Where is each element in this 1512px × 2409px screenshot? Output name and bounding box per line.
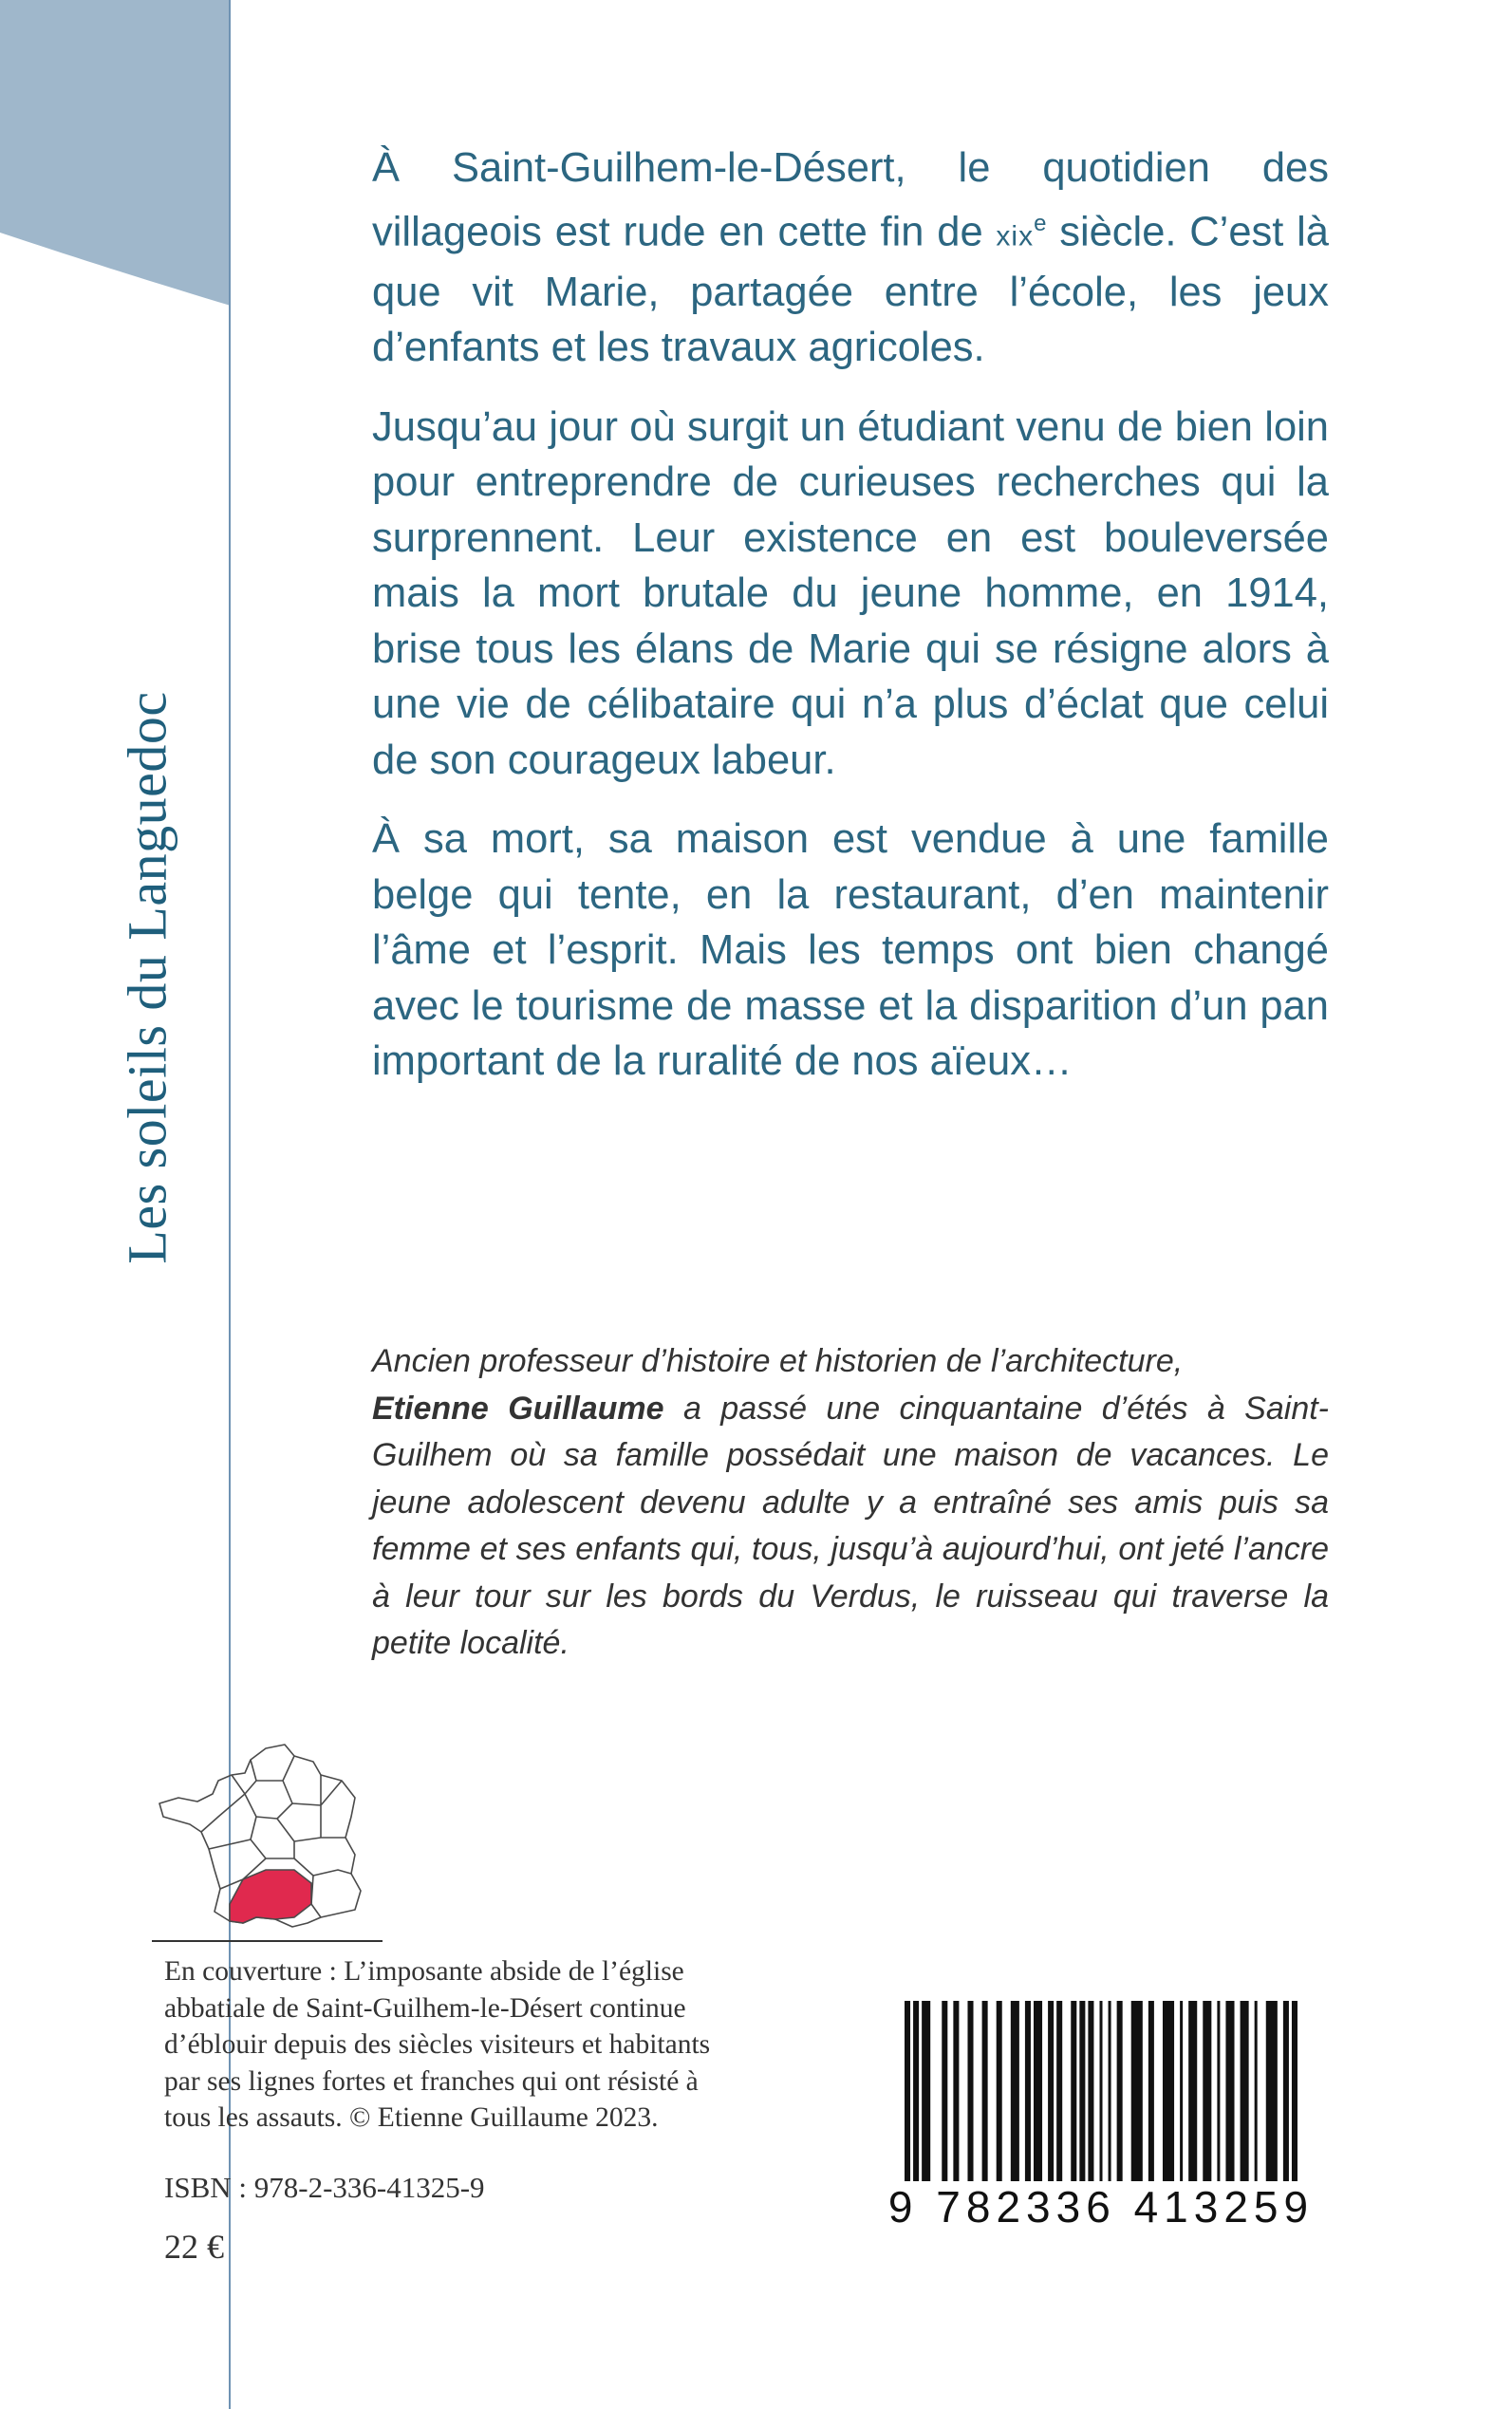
caption-rule — [152, 1940, 383, 1942]
barcode-bar — [953, 2001, 959, 2181]
author-bio — [372, 1338, 1329, 1668]
spine-blue-path — [0, 0, 231, 306]
france-regions-map-icon — [152, 1737, 370, 1955]
barcode-bar — [1217, 2001, 1220, 2181]
barcode-bar — [1088, 2001, 1093, 2181]
barcode-bar — [1225, 2001, 1234, 2181]
map-occitanie-region — [230, 1870, 311, 1923]
isbn-text: ISBN : 978-2-336-41325-9 — [164, 2171, 485, 2204]
barcode-bar — [1079, 2001, 1085, 2181]
series-title: Les soleils du Languedoc — [116, 691, 178, 1264]
barcode-bar — [1131, 2001, 1143, 2181]
barcode-digits: 9 782336 413259 — [887, 2182, 1315, 2232]
barcode-bar — [1011, 2001, 1019, 2181]
barcode-bar — [913, 2001, 919, 2181]
barcode-bar — [1188, 2001, 1197, 2181]
blurb-paragraph-1 — [372, 140, 1329, 376]
blurb-p1-end: siècle. C’est là que vit Marie, partagée entre l’école, les jeux d’enfants et les travaux agricoles. — [372, 209, 1329, 370]
barcode-bar — [1292, 2001, 1297, 2181]
blurb-century: xix — [996, 220, 1035, 252]
barcode-bar — [1255, 2001, 1258, 2181]
price-text: 22 € — [164, 2228, 224, 2266]
barcode-bar — [1203, 2001, 1211, 2181]
barcode-bar — [942, 2001, 947, 2181]
barcode-bar — [997, 2001, 1002, 2181]
barcode-bar — [1099, 2001, 1102, 2181]
blurb-paragraph-3: À sa mort, sa maison est vendue à une famille belge qui tente, en la restaurant, d’en maintenir l’âme et l’esprit. Mais les temps ont bien changé avec le tourisme de masse et la disparition d’un pan important de la ruralité de nos aïeux… — [372, 816, 1329, 1084]
barcode-bar — [1163, 2001, 1174, 2181]
author-bio-rest: a passé une cinquantaine d’étés à Saint-Guilhem où sa famille possédait une maison de vacances. Le jeune adolescent devenu adulte y a entraîné ses amis puis sa femme et ses enfants qui, tous, jusqu’à aujourd’hui, ont jeté l’ancre à leur tour sur les bords du Verdus, le ruisseau qui traverse la petite localité. — [372, 1390, 1329, 1661]
barcode-bar — [1180, 2001, 1183, 2181]
author-bio-intro: Ancien professeur d’histoire et historien de l’architecture, — [372, 1343, 1184, 1379]
barcode-bar — [1071, 2001, 1076, 2181]
barcode-bar — [1148, 2001, 1154, 2181]
barcode-bar — [1056, 2001, 1062, 2181]
ean13-barcode-icon — [887, 1993, 1315, 2278]
author-name: Etienne Guillaume — [372, 1390, 664, 1427]
barcode-bar — [905, 2001, 910, 2181]
barcode-bar — [1025, 2001, 1031, 2181]
blurb-p1-start: À Saint-Guilhem-le-Désert, le quotidien des villageois est rude en cette fin de — [372, 145, 1329, 254]
blurb-century-sup: e — [1034, 210, 1047, 236]
barcode-bar — [1241, 2001, 1249, 2181]
back-cover-blurb — [372, 140, 1329, 1113]
barcode-bar — [982, 2001, 988, 2181]
blurb-paragraph-2: Jusqu’au jour où surgit un étudiant venu de bien loin pour entreprendre de curieuses recherches qui la surprennent. Leur existence en est bouleversée mais la mort brutale du jeune homme, en 1914, brise tous les élans de Marie qui se résigne alors à une vie de célibataire qui n’a plus d’éclat que celui de son courageux labeur. — [372, 403, 1329, 783]
barcode-bar — [1034, 2001, 1042, 2181]
barcode-bar — [1117, 2001, 1123, 2181]
cover-caption: En couverture : L’imposante abside de l’église abbatiale de Saint-Guilhem-le-Désert continue d’éblouir depuis des siècles visiteurs et habitants par ses lignes fortes et franches qui ont résisté à tous les assauts. © Etienne Guillaume 2023. — [164, 1956, 711, 2133]
barcode-bar — [1048, 2001, 1054, 2181]
barcode-bar — [967, 2001, 973, 2181]
spine-blue-shape — [0, 0, 231, 306]
barcode-bar — [922, 2001, 930, 2181]
barcode-bar — [1283, 2001, 1289, 2181]
barcode-bar — [1109, 2001, 1111, 2181]
barcode-bar — [1266, 2001, 1278, 2181]
